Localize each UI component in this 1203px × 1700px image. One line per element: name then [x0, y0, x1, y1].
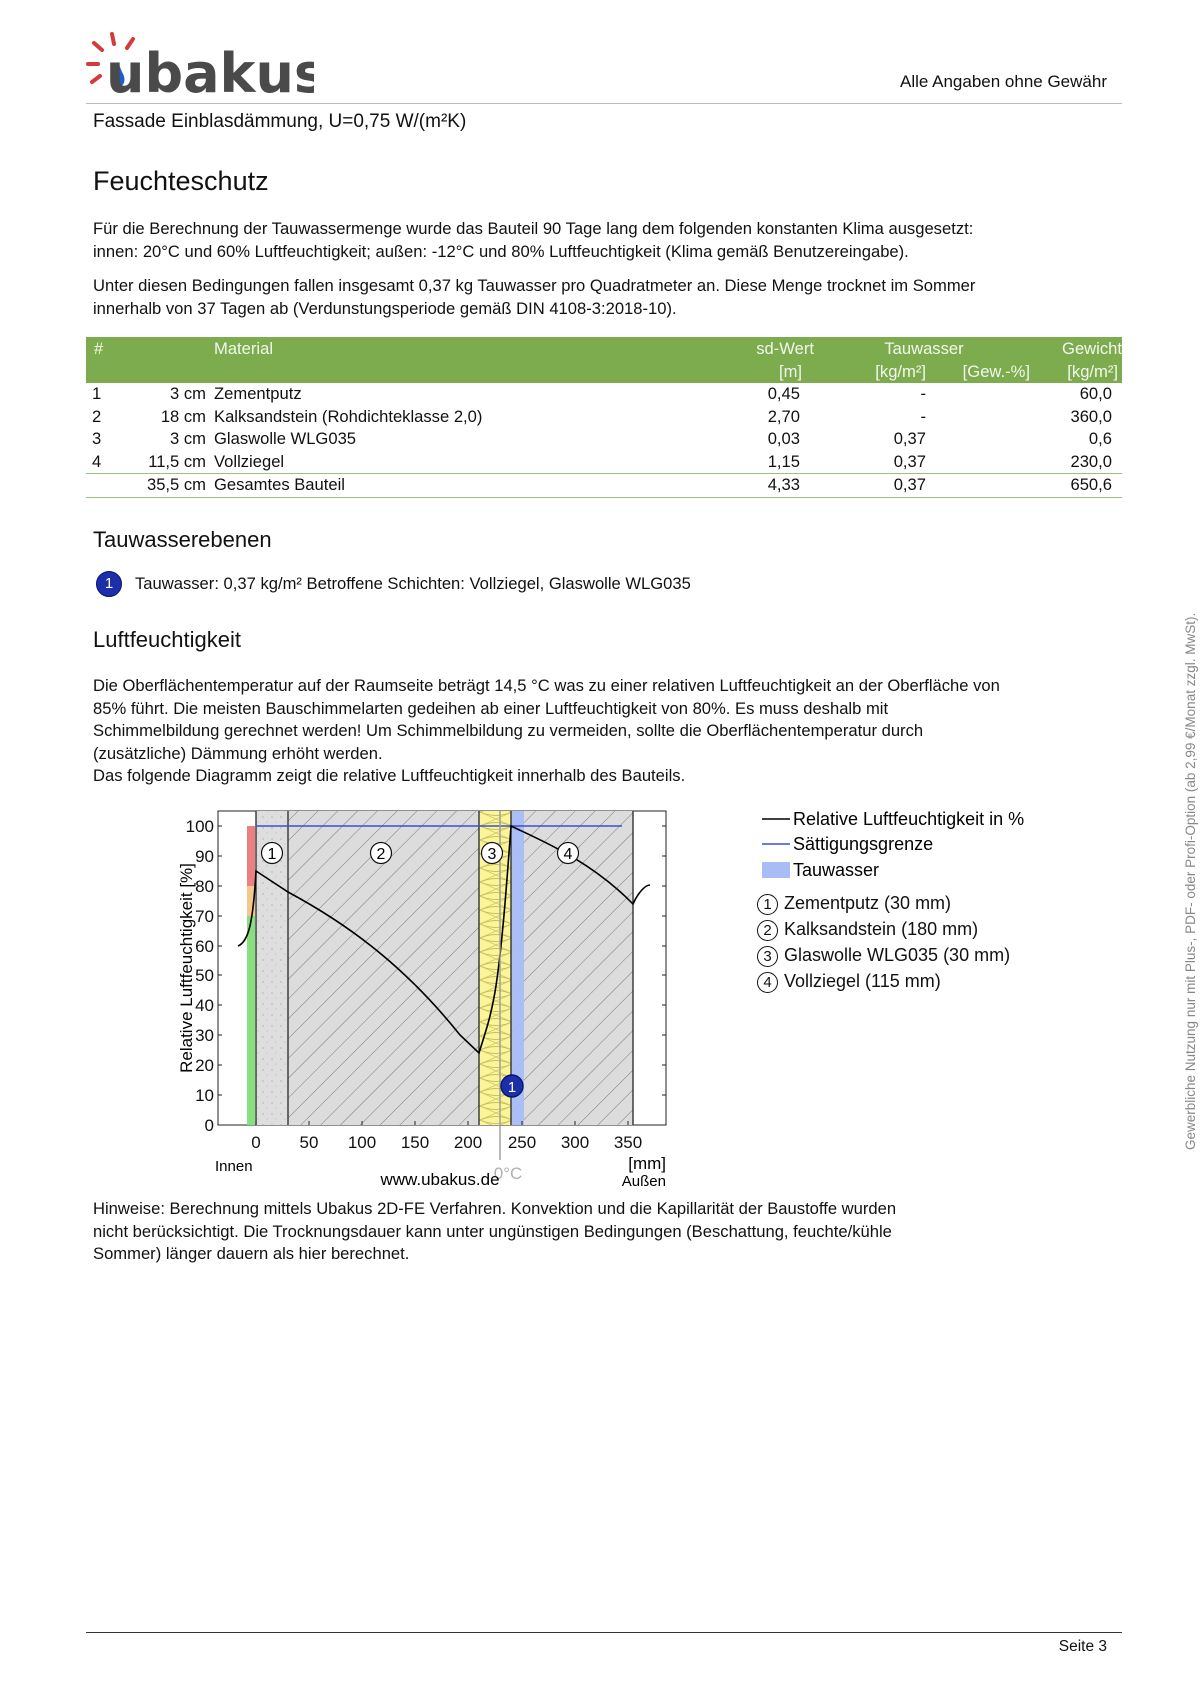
condensation-plane-badge: 1	[96, 571, 122, 597]
svg-text:40: 40	[195, 996, 214, 1015]
cell-sd: 1,15	[767, 451, 800, 471]
layer-number-icon: 2	[757, 920, 778, 941]
text-line: innen: 20°C und 60% Luftfeuchtigkeit; außen: -12°C und 80% Luftfeuchtigkeit (Klima gemäß Benutzereingabe).	[93, 241, 909, 261]
cell-sd: 2,70	[767, 406, 800, 426]
cell-weight: 230,0	[1070, 451, 1112, 471]
notes-paragraph	[93, 1198, 1123, 1266]
layer-legend-item	[757, 945, 1010, 967]
component-title: Fassade Einblasdämmung, U=0,75 W/(m²K)	[93, 111, 467, 132]
svg-text:4: 4	[563, 846, 573, 863]
cell-tw-kg: 0,37	[814, 474, 934, 498]
cell-weight: 0,6	[1088, 429, 1112, 448]
legend-tauwasser: Tauwasser	[793, 860, 880, 880]
x-axis-tick-labels	[251, 1133, 642, 1152]
svg-text:0: 0	[204, 1116, 214, 1135]
layer-number-icon: 4	[757, 972, 778, 993]
layer-legend-item	[757, 971, 941, 993]
cell-material: Glaswolle WLG035	[214, 429, 357, 448]
svg-text:20: 20	[195, 1056, 214, 1075]
page-number: Seite 3	[1058, 1638, 1107, 1655]
cell-tw-kg: 0,37	[893, 429, 926, 448]
section-title-luftfeuchtigkeit: Luftfeuchtigkeit	[93, 627, 241, 652]
layer-legend-item	[757, 893, 951, 915]
svg-text:70: 70	[195, 907, 214, 926]
cell-material: Zementputz	[214, 384, 302, 403]
text-line: Sommer) länger dauern als hier berechnet.	[93, 1244, 410, 1263]
cell-sd: 4,33	[634, 474, 814, 498]
cell-weight: 360,0	[1070, 406, 1112, 426]
svg-text:200: 200	[453, 1133, 483, 1152]
cell-material: Kalksandstein (Rohdichteklasse 2,0)	[214, 406, 483, 426]
cell-thickness: 11,5 cm	[148, 451, 206, 471]
zero-celsius-label: 0°C	[493, 1164, 523, 1183]
unit-sd: [m]	[778, 362, 802, 381]
mold-scale-red	[247, 826, 255, 886]
mold-scale-green	[247, 916, 255, 1125]
cell-thickness: 18 cm	[160, 406, 206, 426]
legend-saturation: Sättigungsgrenze	[793, 834, 934, 854]
y-axis-label: Relative Luftfeuchtigkeit [%]	[177, 863, 196, 1073]
svg-text:100: 100	[347, 1133, 377, 1152]
cell-num: 4	[92, 451, 102, 471]
col-tauwasser: Tauwasser	[884, 339, 964, 358]
text-line: Schimmelbildung gerechnet werden! Um Schimmelbildung zu vermeiden, sollte die Oberflächentemperatur durch	[93, 721, 924, 740]
condensation-marker-label: 1	[507, 1079, 517, 1096]
legend-rh: Relative Luftfeuchtigkeit in %	[793, 809, 1025, 829]
layer-number-icon: 3	[757, 946, 778, 967]
text-line: Für die Berechnung der Tauwassermenge wurde das Bauteil 90 Tage lang dem folgenden konstanten Klima ausgesetzt:	[93, 219, 974, 238]
cell-weight: 60,0	[1079, 384, 1112, 403]
unit-tw-kg: [kg/m²]	[875, 362, 926, 381]
cell-num: 1	[92, 384, 102, 403]
cell-num: 2	[92, 406, 102, 426]
cell-tw-kg: 0,37	[893, 451, 926, 471]
col-material: Material	[214, 339, 274, 358]
layer-legend-label: Vollziegel (115 mm)	[784, 971, 941, 991]
svg-text:250: 250	[507, 1133, 537, 1152]
text-line: Das folgende Diagramm zeigt die relative Luftfeuchtigkeit innerhalb des Bauteils.	[93, 766, 686, 785]
svg-text:100: 100	[185, 817, 214, 836]
layer-legend-label: Zementputz (30 mm)	[784, 893, 952, 913]
layer-legend-label: Glaswolle WLG035 (30 mm)	[784, 945, 1011, 965]
unit-tw-pct: [Gew.-%]	[962, 362, 1030, 381]
svg-text:2: 2	[376, 846, 386, 863]
svg-text:60: 60	[195, 937, 214, 956]
col-gewicht: Gewicht	[1062, 339, 1122, 358]
svg-text:10: 10	[195, 1086, 214, 1105]
cell-tw-kg: -	[920, 384, 926, 403]
cell-sd: 0,03	[767, 429, 800, 448]
text-line: Unter diesen Bedingungen fallen insgesamt 0,37 kg Tauwasser pro Quadratmeter an. Diese Menge trocknet im Sommer	[93, 276, 976, 295]
cell-num: 3	[92, 429, 102, 448]
cell-material: Vollziegel	[214, 451, 285, 471]
svg-text:300: 300	[560, 1133, 590, 1152]
layer-legend-item	[757, 919, 978, 941]
svg-text:30: 30	[195, 1026, 214, 1045]
svg-text:1: 1	[267, 846, 277, 863]
cell-thickness: 3 cm	[170, 384, 206, 403]
chart-legend	[762, 809, 1024, 880]
disclaimer: Alle Angaben ohne Gewähr	[900, 72, 1107, 91]
text-line: 85% führt. Die meisten Bauschimmelarten gedeihen ab einer Luftfeuchtigkeit von 80%. Es muss deshalb mit	[93, 698, 889, 718]
col-sd: sd-Wert	[756, 339, 814, 358]
cell-weight: 650,6	[1034, 474, 1122, 498]
layer-number-icon: 1	[757, 894, 778, 915]
condensation-plane-text: Tauwasser: 0,37 kg/m² Betroffene Schichten: Vollziegel, Glaswolle WLG035	[135, 574, 691, 593]
text-line: Hinweise: Berechnung mittels Ubakus 2D-FE Verfahren. Konvektion und die Kapillarität der Baustoffe wurden	[93, 1199, 897, 1218]
text-line: Die Oberflächentemperatur auf der Raumseite beträgt 14,5 °C was zu einer relativen Luftfeuchtigkeit an der Oberfläche von	[93, 676, 1000, 695]
cell-tw-kg: -	[920, 406, 926, 426]
section-title-feuchteschutz: Feuchteschutz	[93, 166, 269, 196]
svg-text:0: 0	[251, 1133, 261, 1152]
section-title-tauwasserebenen: Tauwasserebenen	[93, 527, 272, 552]
outside-label: Außen	[621, 1173, 666, 1190]
text-line: innerhalb von 37 Tagen ab (Verdunstungsperiode gemäß DIN 4108-3:2018-10).	[93, 298, 677, 318]
cell-material: Gesamtes Bauteil	[214, 474, 634, 498]
text-line: (zusätzliche) Dämmung erhöht werden.	[93, 743, 383, 763]
cell-thickness: 35,5 cm	[126, 474, 206, 498]
inside-label: Innen	[215, 1158, 253, 1175]
layer-legend-label: Kalksandstein (180 mm)	[784, 919, 979, 939]
text-line: nicht berücksichtigt. Die Trocknungsdauer kann unter ungünstigen Bedingungen (Beschattung, feuchte/kühle	[93, 1221, 892, 1241]
unit-gewicht: [kg/m²]	[1067, 362, 1118, 381]
commercial-use-note: Gewerbliche Nutzung nur mit Plus-, PDF- oder Profi-Option (ab 2,99 €/Monat zzgl. MwSt).	[1183, 612, 1198, 1150]
svg-text:350: 350	[613, 1133, 643, 1152]
svg-text:50: 50	[299, 1133, 319, 1152]
svg-text:50: 50	[195, 966, 214, 985]
col-num: #	[94, 339, 104, 358]
chart-watermark: www.ubakus.de	[380, 1170, 500, 1189]
cell-sd: 0,45	[767, 384, 800, 403]
x-axis-unit: [mm]	[628, 1154, 666, 1173]
svg-text:90: 90	[195, 847, 214, 866]
svg-text:80: 80	[195, 877, 214, 896]
logo-wordmark: ubakus	[106, 42, 314, 100]
cell-thickness: 3 cm	[170, 429, 206, 448]
footer-divider	[86, 1632, 1122, 1633]
svg-text:150: 150	[400, 1133, 430, 1152]
svg-text:3: 3	[487, 846, 497, 863]
